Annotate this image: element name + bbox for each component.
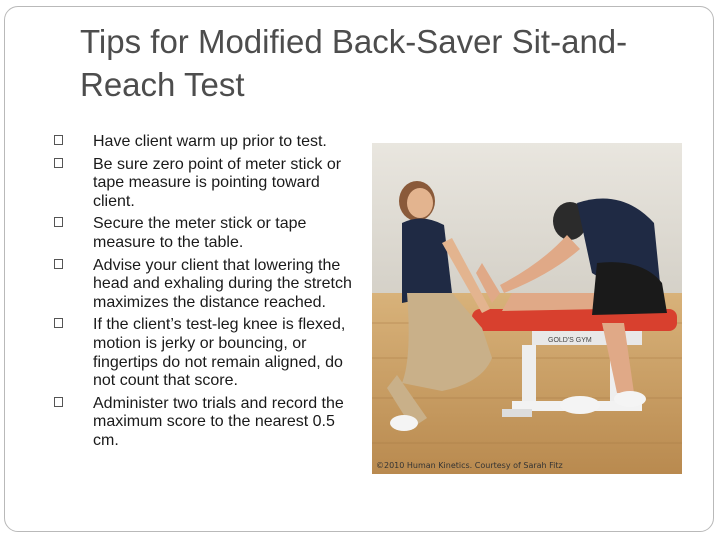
- photo-illustration: [372, 143, 682, 474]
- bullet-marker-icon: [54, 397, 63, 407]
- photo-credit: ©2010 Human Kinetics. Courtesy of Sarah Fitz: [376, 461, 563, 470]
- bullet-text: Secure the meter stick or tape measure to the table.: [93, 215, 307, 251]
- bullet-text: Have client warm up prior to test.: [93, 133, 327, 150]
- bullet-item: [54, 156, 354, 212]
- bullet-item: [54, 395, 354, 451]
- bullet-item: [54, 215, 354, 252]
- bullet-item: [54, 257, 354, 313]
- bullet-marker-icon: [54, 135, 63, 145]
- sit-and-reach-photo: [372, 143, 682, 474]
- bullet-text: Advise your client that lowering the head and exhaling during the stretch maximizes the distance reached.: [93, 256, 352, 311]
- bullet-marker-icon: [54, 259, 63, 269]
- bullet-text: Administer two trials and record the maximum score to the nearest 0.5 cm.: [93, 394, 344, 449]
- bullet-text: If the client’s test-leg knee is flexed, motion is jerky or bouncing, or fingertips do not remain aligned, do not count that score.: [93, 316, 346, 390]
- bullet-list: [54, 133, 354, 455]
- bullet-marker-icon: [54, 158, 63, 168]
- slide-title: Tips for Modified Back-Saver Sit-and-Reach Test: [80, 23, 628, 103]
- bullet-item: [54, 316, 354, 390]
- bullet-item: [54, 133, 354, 152]
- bullet-marker-icon: [54, 318, 63, 328]
- svg-text:GOLD'S GYM: GOLD'S GYM: [548, 337, 592, 344]
- bullet-text: Be sure zero point of meter stick or tape measure is pointing toward client.: [93, 155, 342, 210]
- bullet-marker-icon: [54, 217, 63, 227]
